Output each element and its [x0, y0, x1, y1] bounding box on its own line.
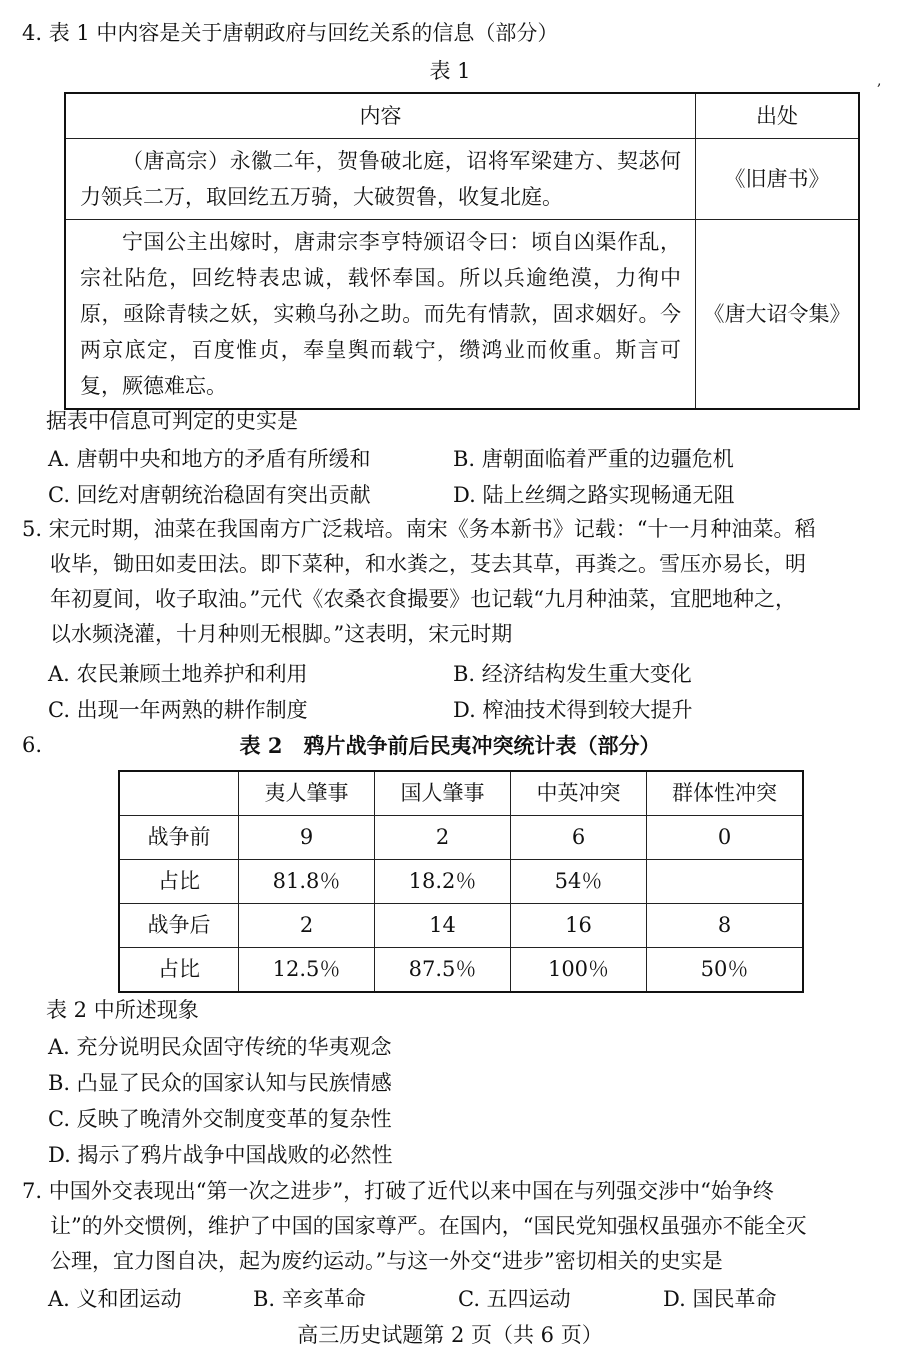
table-2-cell: 0 [647, 816, 804, 860]
table-2-cell [647, 860, 804, 904]
q4-option-d[interactable]: D. 陆上丝绸之路实现畅通无阻 [453, 483, 735, 507]
table-row [65, 139, 859, 220]
table-2-cell: 81.8％ [239, 860, 375, 904]
table-2-cell: 8 [647, 904, 804, 948]
table-1-header-source: 出处 [696, 93, 860, 139]
question-5-options [48, 656, 878, 728]
q7-option-a[interactable]: A. 义和团运动 [48, 1287, 182, 1311]
question-5-line: 以水频浇灌，十月种则无根脚。”这表明，宋元时期 [50, 622, 513, 646]
question-7-line: 让”的外交惯例，维护了中国的国家尊严。在国内，“国民党知强权虽强亦不能全灭 [50, 1214, 807, 1238]
question-4-stem: 4. 表 1 中内容是关于唐朝政府与回纥关系的信息（部分） [22, 21, 559, 45]
question-6-question: 表 2 中所述现象 [46, 998, 199, 1022]
q7-option-b[interactable]: B. 辛亥革命 [253, 1287, 366, 1311]
table-2-header: 国人肇事 [375, 771, 511, 816]
table-2-cell: 战争后 [119, 904, 239, 948]
question-6-number: 6. [22, 733, 43, 757]
table-2-cell: 18.2％ [375, 860, 511, 904]
table-2-header-row [119, 771, 803, 816]
table-1-row-1-content: （唐高宗）永徽二年，贺鲁破北庭，诏将军梁建方、契苾何力领兵二万，取回纥五万骑，大破贺鲁，收复北庭。 [80, 149, 681, 209]
question-7-line: 7. 中国外交表现出“第一次之进步”，打破了近代以来中国在与列强交涉中“始争终 [22, 1179, 774, 1203]
table-2-cell: 50％ [647, 948, 804, 993]
table-2-cell: 2 [239, 904, 375, 948]
table-1-row-2-content: 宁国公主出嫁时，唐肃宗李亨特颁诏令曰：顷自凶渠作乱，宗社阽危，回纥特表忠诚，载怀奉国。所以兵逾绝漠，力徇中原，亟除青犊之妖，实赖乌孙之助。而先有情款，固求姻好。今两京底定，百度惟贞，奉皇舆而载宁，缵鸿业而攸重。斯言可复，厥德难忘。 [80, 230, 681, 398]
q4-option-c[interactable]: C. 回纥对唐朝统治稳固有突出贡献 [48, 483, 371, 507]
table-2-cell: 87.5％ [375, 948, 511, 993]
stray-mark: , [877, 73, 882, 89]
table-2-cell: 9 [239, 816, 375, 860]
question-7-line: 公理，宜力图自决，起为废约运动。”与这一外交“进步”密切相关的史实是 [50, 1249, 723, 1273]
table-2-cell: 占比 [119, 860, 239, 904]
table-1 [64, 92, 860, 410]
q6-option-c[interactable]: C. 反映了晚清外交制度变革的复杂性 [48, 1107, 392, 1131]
table-1-caption: 表 1 [429, 59, 471, 83]
table-2-cell: 12.5％ [239, 948, 375, 993]
question-5-line: 年初夏间，收子取油。”元代《农桑衣食撮要》也记载“九月种油菜，宜肥地种之， [50, 587, 796, 611]
table-2-header [119, 771, 239, 816]
table-1-row-1-source: 《旧唐书》 [696, 139, 860, 220]
table-row [119, 948, 803, 993]
table-2 [118, 770, 804, 993]
table-row [119, 860, 803, 904]
table-2-cell: 2 [375, 816, 511, 860]
table-2-cell: 占比 [119, 948, 239, 993]
question-5 [22, 512, 882, 652]
q5-option-b[interactable]: B. 经济结构发生重大变化 [453, 662, 692, 686]
question-6-options [48, 1029, 878, 1173]
table-1-header-content: 内容 [65, 93, 696, 139]
table-row [65, 220, 859, 410]
table-row [119, 904, 803, 948]
q5-option-a[interactable]: A. 农民兼顾土地养护和利用 [48, 662, 308, 686]
q6-option-a[interactable]: A. 充分说明民众固守传统的华夷观念 [48, 1035, 392, 1059]
q5-option-c[interactable]: C. 出现一年两熟的耕作制度 [48, 698, 308, 722]
table-2-cell: 6 [511, 816, 647, 860]
question-4-question: 据表中信息可判定的史实是 [46, 409, 298, 433]
q4-option-a[interactable]: A. 唐朝中央和地方的矛盾有所缓和 [48, 447, 371, 471]
q7-option-d[interactable]: D. 国民革命 [663, 1287, 777, 1311]
question-7 [22, 1174, 882, 1279]
table-2-caption: 表 2 鸦片战争前后民夷冲突统计表（部分） [239, 733, 661, 758]
table-2-header: 群体性冲突 [647, 771, 804, 816]
table-2-header: 中英冲突 [511, 771, 647, 816]
question-4-options [48, 441, 878, 513]
table-2-cell: 100％ [511, 948, 647, 993]
q6-option-d[interactable]: D. 揭示了鸦片战争中国战败的必然性 [48, 1143, 393, 1167]
table-2-cell: 16 [511, 904, 647, 948]
table-2-header: 夷人肇事 [239, 771, 375, 816]
q6-option-b[interactable]: B. 凸显了民众的国家认知与民族情感 [48, 1071, 392, 1095]
table-row [119, 816, 803, 860]
question-4 [22, 16, 882, 51]
q4-option-b[interactable]: B. 唐朝面临着严重的边疆危机 [453, 447, 734, 471]
table-1-row-2-source: 《唐大诏令集》 [696, 220, 860, 410]
question-5-line: 5. 宋元时期，油菜在我国南方广泛栽培。南宋《务本新书》记载：“十一月种油菜。稻 [22, 517, 816, 541]
table-2-cell: 战争前 [119, 816, 239, 860]
q5-option-d[interactable]: D. 榨油技术得到较大提升 [453, 698, 693, 722]
table-2-cell: 54％ [511, 860, 647, 904]
question-5-line: 收毕，锄田如麦田法。即下菜种，和水粪之，芟去其草，再粪之。雪压亦易长，明 [50, 552, 806, 576]
page-footer: 高三历史试题第 2 页（共 6 页） [297, 1323, 603, 1347]
table-2-cell: 14 [375, 904, 511, 948]
question-7-options [48, 1281, 878, 1317]
q7-option-c[interactable]: C. 五四运动 [458, 1287, 571, 1311]
